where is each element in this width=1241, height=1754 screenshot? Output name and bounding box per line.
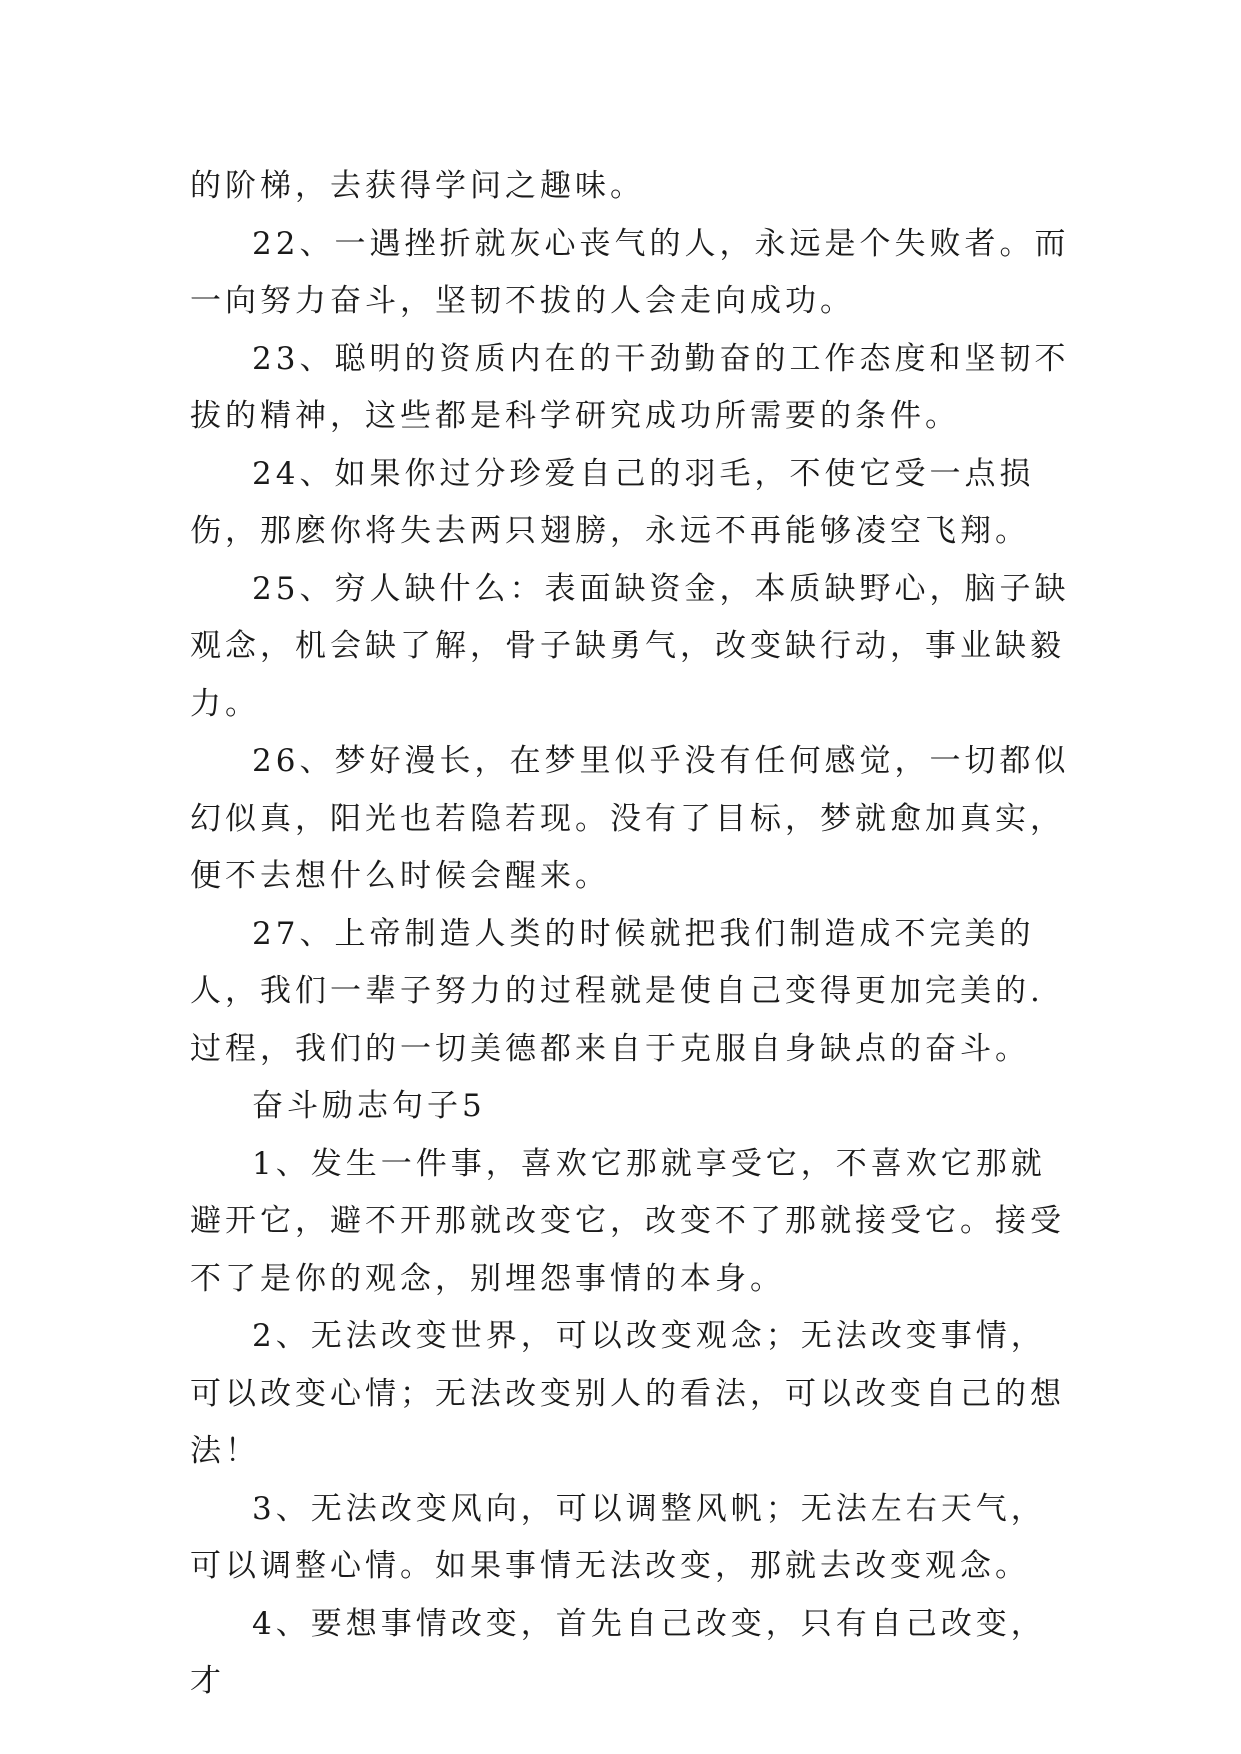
paragraph-2: 2、无法改变世界，可以改变观念；无法改变事情，可以改变心情；无法改变别人的看法，可以改变自己的想法！ <box>190 1318 1065 1469</box>
paragraph-23: 23、聪明的资质内在的干劲勤奋的工作态度和坚韧不拔的精神，这些都是科学研究成功所需要的条件。 <box>190 340 1070 434</box>
paragraph-24: 24、如果你过分珍爱自己的羽毛，不使它受一点损伤，那麽你将失去两只翅膀，永远不再能够凌空飞翔。 <box>190 455 1035 549</box>
paragraph-22: 22、一遇挫折就灰心丧气的人，永远是个失败者。而一向努力奋斗，坚韧不拔的人会走向成功。 <box>190 225 1070 319</box>
paragraph-4: 4、要想事情改变，首先自己改变，只有自己改变，才 <box>190 1605 1046 1699</box>
paragraph-25: 25、穷人缺什么：表面缺资金，本质缺野心，脑子缺观念，机会缺了解，骨子缺勇气，改变缺行动，事业缺毅力。 <box>190 570 1070 722</box>
paragraph-1: 1、发生一件事，喜欢它那就享受它，不喜欢它那就避开它，避不开那就改变它，改变不了那就接受它。接受不了是你的观念，别埋怨事情的本身。 <box>190 1145 1065 1297</box>
paragraph-3: 3、无法改变风向，可以调整风帆；无法左右天气，可以调整心情。如果事情无法改变，那就去改变观念。 <box>190 1490 1046 1584</box>
paragraph-26: 26、梦好漫长，在梦里似乎没有任何感觉，一切都似幻似真，阳光也若隐若现。没有了目标，梦就愈加真实，便不去想什么时候会醒来。 <box>190 743 1070 894</box>
paragraph-continuation: 的阶梯，去获得学问之趣味。 <box>190 168 645 204</box>
paragraph-27: 27、上帝制造人类的时候就把我们制造成不完美的人，我们一辈子努力的过程就是使自己变得更加完美的.过程，我们的一切美德都来自于克服自身缺点的奋斗。 <box>190 915 1044 1067</box>
document-body <box>190 158 1070 1711</box>
section-heading: 奋斗励志句子5 <box>252 1088 486 1124</box>
